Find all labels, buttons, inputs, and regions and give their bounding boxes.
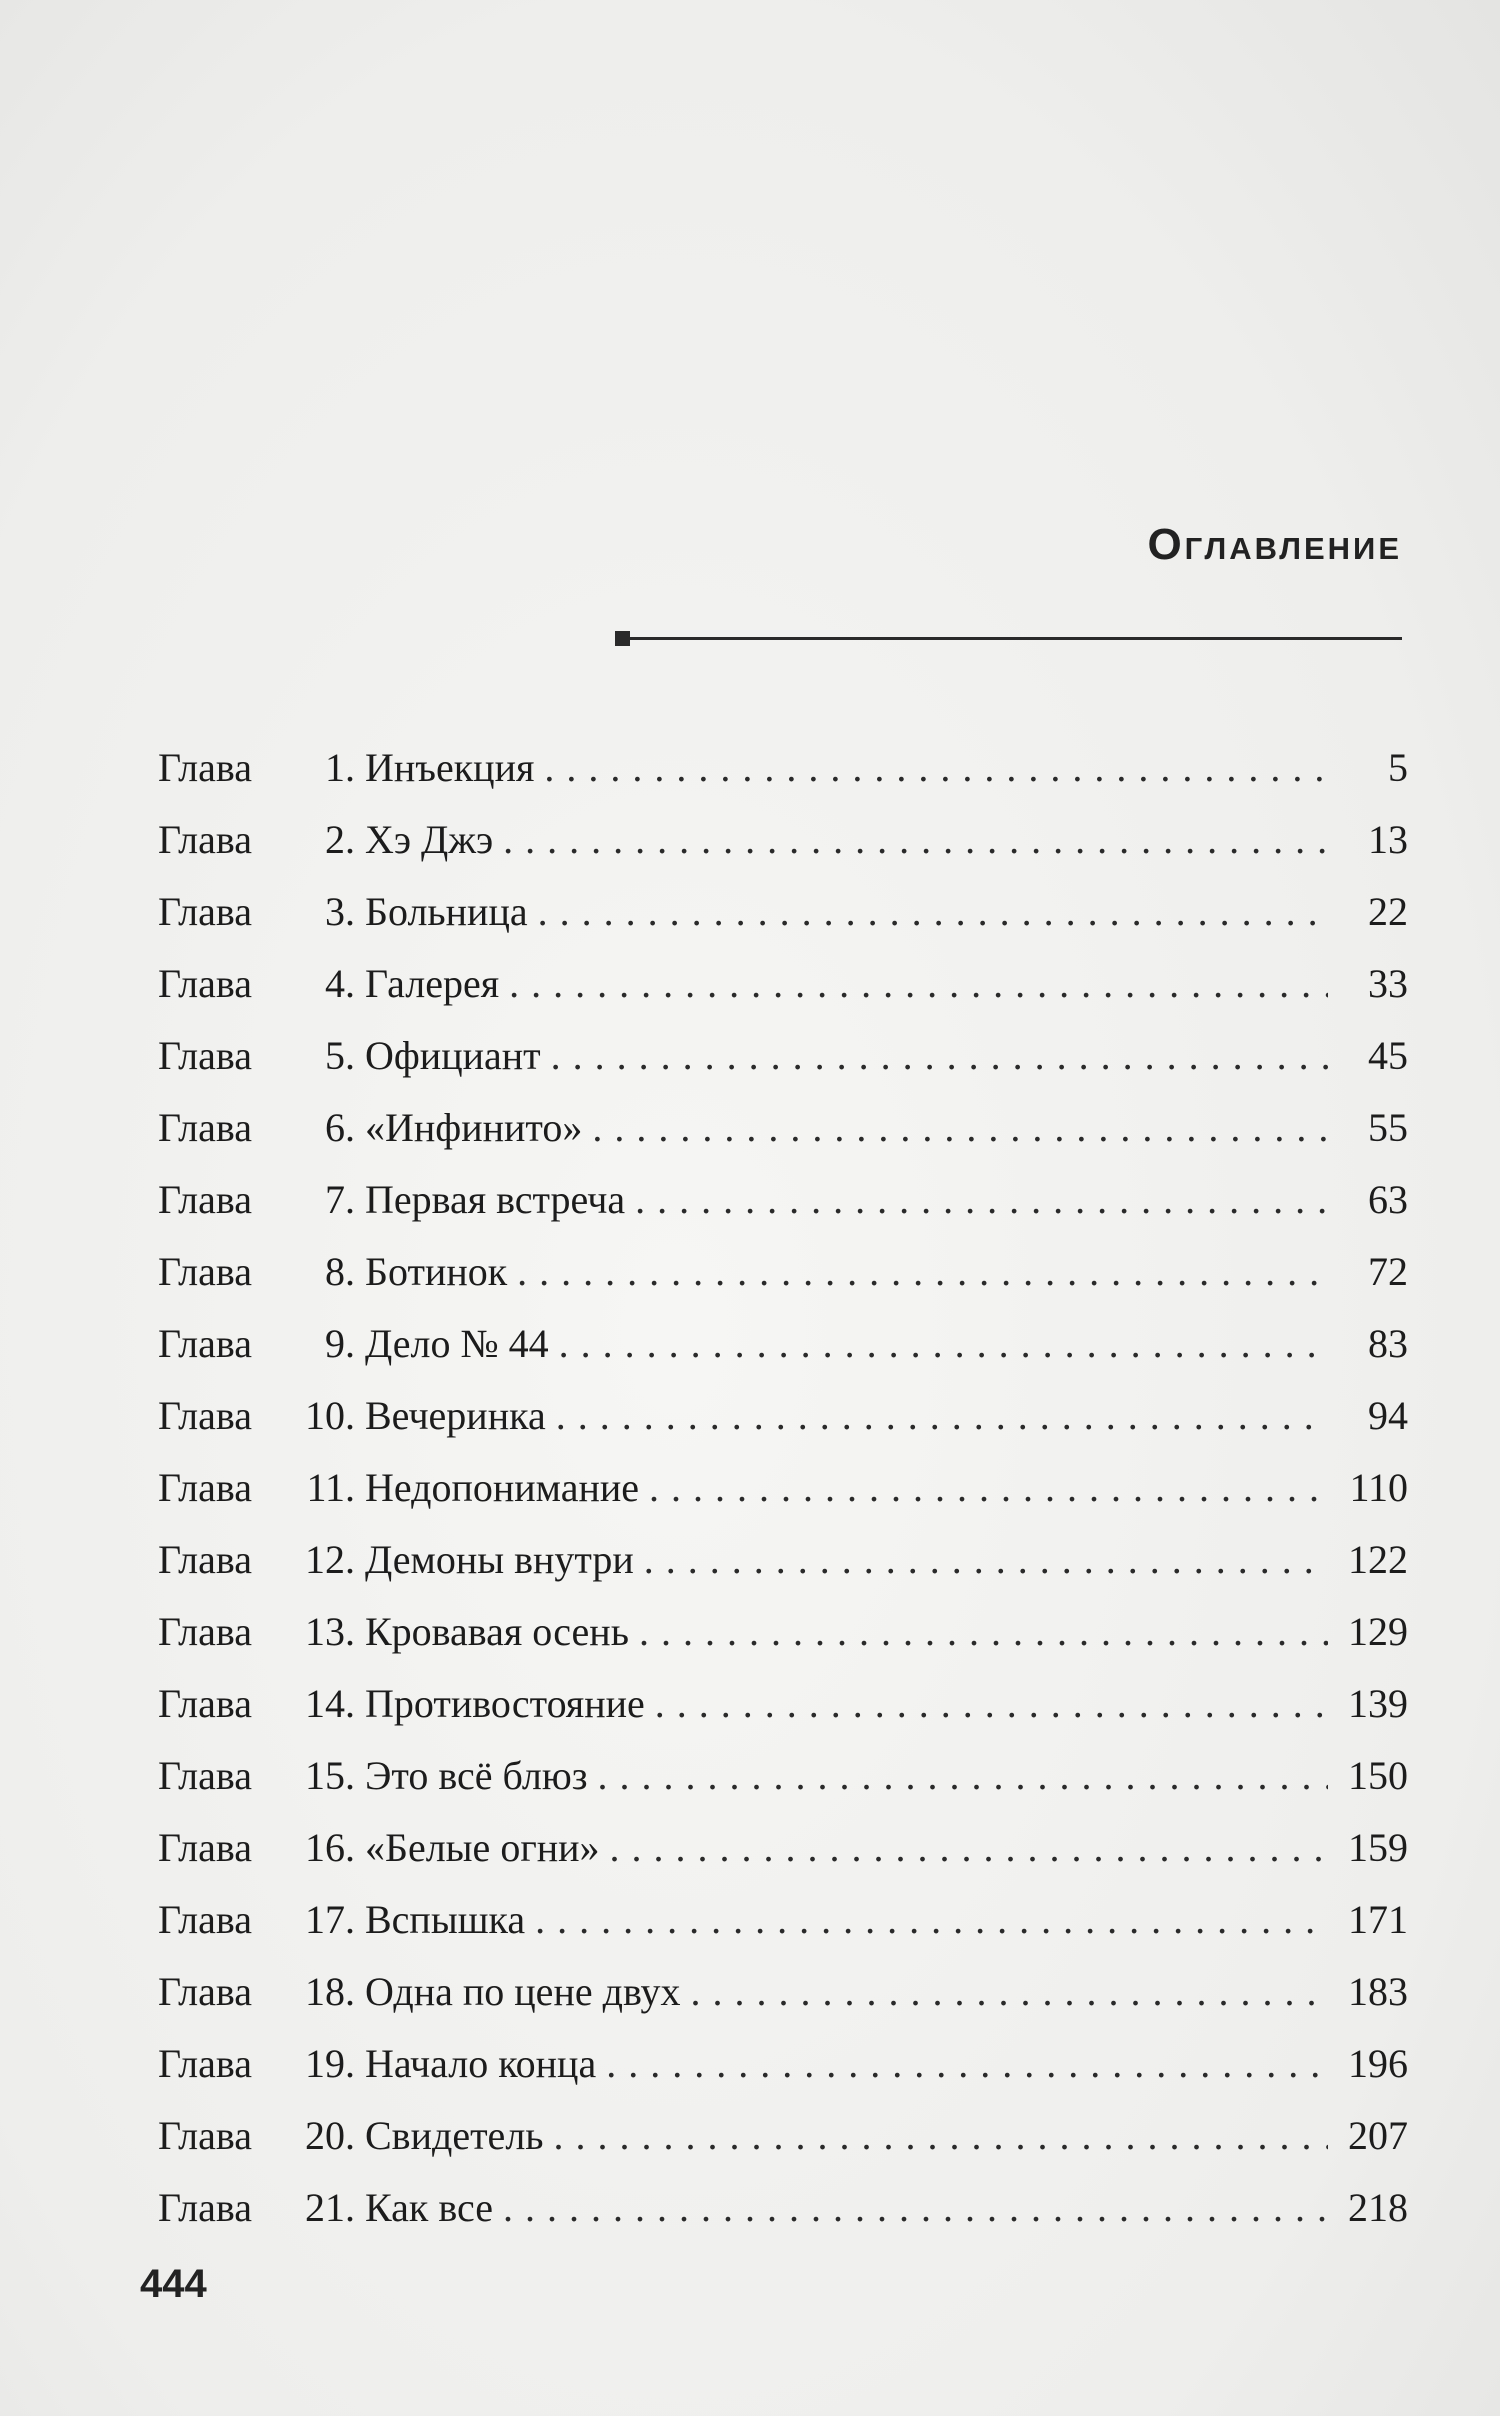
- chapter-page-number: 218: [1348, 2185, 1408, 2230]
- chapter-page-number: 159: [1348, 1825, 1408, 1870]
- chapter-number: 4.: [325, 961, 355, 1006]
- chapter-word: Глава: [158, 1033, 252, 1078]
- dot-leader: [538, 876, 1328, 948]
- toc-entry: [158, 1596, 1408, 1668]
- chapter-title: Инъекция: [365, 745, 535, 790]
- toc-entry: [158, 1308, 1408, 1380]
- chapter-word: Глава: [158, 1465, 252, 1510]
- toc-entry: [158, 1884, 1408, 1956]
- chapter-number: 16.: [305, 1825, 355, 1870]
- toc-entry: [158, 1524, 1408, 1596]
- chapter-word: Глава: [158, 1969, 252, 2014]
- chapter-title: Больница: [365, 889, 528, 934]
- dot-leader: [606, 2028, 1328, 2100]
- page-title: Оглавление: [1147, 520, 1402, 569]
- toc-entry: [158, 1092, 1408, 1164]
- chapter-page-number: 5: [1388, 745, 1408, 790]
- chapter-number: 17.: [305, 1897, 355, 1942]
- chapter-page-number: 122: [1348, 1537, 1408, 1582]
- dot-leader: [635, 1164, 1328, 1236]
- dot-leader: [503, 804, 1328, 876]
- chapter-word: Глава: [158, 1177, 252, 1222]
- chapter-number: 18.: [305, 1969, 355, 2014]
- dot-leader: [649, 1452, 1328, 1524]
- dot-leader: [644, 1524, 1328, 1596]
- chapter-page-number: 150: [1348, 1753, 1408, 1798]
- chapter-page-number: 72: [1368, 1249, 1408, 1294]
- toc-entry: [158, 2100, 1408, 2172]
- chapter-page-number: 45: [1368, 1033, 1408, 1078]
- toc-entry: [158, 1452, 1408, 1524]
- title-divider: [615, 631, 1402, 645]
- chapter-page-number: 94: [1368, 1393, 1408, 1438]
- dot-leader: [639, 1596, 1328, 1668]
- chapter-word: Глава: [158, 1753, 252, 1798]
- chapter-word: Глава: [158, 1897, 252, 1942]
- chapter-title: Это всё блюз: [365, 1753, 588, 1798]
- chapter-number: 7.: [325, 1177, 355, 1222]
- chapter-word: Глава: [158, 745, 252, 790]
- chapter-word: Глава: [158, 2185, 252, 2230]
- chapter-number: 3.: [325, 889, 355, 934]
- dot-leader: [535, 1884, 1328, 1956]
- chapter-word: Глава: [158, 1393, 252, 1438]
- chapter-number: 9.: [325, 1321, 355, 1366]
- chapter-title: Демоны внутри: [365, 1537, 634, 1582]
- chapter-page-number: 196: [1348, 2041, 1408, 2086]
- chapter-word: Глава: [158, 817, 252, 862]
- chapter-number: 1.: [325, 745, 355, 790]
- chapter-number: 13.: [305, 1609, 355, 1654]
- chapter-title: «Инфинито»: [365, 1105, 583, 1150]
- chapter-title: Как все: [365, 2185, 493, 2230]
- dot-leader: [592, 1092, 1328, 1164]
- toc-entry: [158, 804, 1408, 876]
- chapter-page-number: 207: [1348, 2113, 1408, 2158]
- dot-leader: [610, 1812, 1328, 1884]
- dot-leader: [509, 948, 1328, 1020]
- toc-entry: [158, 1668, 1408, 1740]
- chapter-page-number: 110: [1349, 1465, 1408, 1510]
- dot-leader: [503, 2172, 1328, 2244]
- chapter-number: 20.: [305, 2113, 355, 2158]
- chapter-number: 21.: [305, 2185, 355, 2230]
- chapter-page-number: 83: [1368, 1321, 1408, 1366]
- chapter-page-number: 33: [1368, 961, 1408, 1006]
- chapter-word: Глава: [158, 1681, 252, 1726]
- chapter-title: Галерея: [365, 961, 500, 1006]
- chapter-title: Хэ Джэ: [365, 817, 494, 862]
- toc-entry: [158, 948, 1408, 1020]
- dot-leader: [598, 1740, 1328, 1812]
- toc-entry: [158, 1164, 1408, 1236]
- toc-entry: [158, 1812, 1408, 1884]
- page-number: 444: [140, 2262, 207, 2306]
- chapter-number: 6.: [325, 1105, 355, 1150]
- chapter-number: 14.: [305, 1681, 355, 1726]
- chapter-word: Глава: [158, 1321, 252, 1366]
- chapter-title: Недопонимание: [365, 1465, 640, 1510]
- toc-entry: [158, 1236, 1408, 1308]
- divider-line: [630, 637, 1402, 640]
- chapter-title: «Белые огни»: [365, 1825, 600, 1870]
- chapter-title: Ботинок: [365, 1249, 508, 1294]
- chapter-word: Глава: [158, 1537, 252, 1582]
- chapter-number: 15.: [305, 1753, 355, 1798]
- toc-entry: [158, 876, 1408, 948]
- toc-entry: [158, 732, 1408, 804]
- dot-leader: [517, 1236, 1328, 1308]
- toc-entry: [158, 1020, 1408, 1092]
- chapter-number: 10.: [305, 1393, 355, 1438]
- chapter-title: Вечеринка: [365, 1393, 546, 1438]
- dot-leader: [690, 1956, 1328, 2028]
- chapter-word: Глава: [158, 889, 252, 934]
- chapter-title: Свидетель: [365, 2113, 544, 2158]
- toc-entry: [158, 1956, 1408, 2028]
- toc-entry: [158, 2028, 1408, 2100]
- toc-entry: [158, 2172, 1408, 2244]
- chapter-word: Глава: [158, 961, 252, 1006]
- chapter-number: 8.: [325, 1249, 355, 1294]
- chapter-page-number: 129: [1348, 1609, 1408, 1654]
- chapter-word: Глава: [158, 1825, 252, 1870]
- chapter-page-number: 183: [1348, 1969, 1408, 2014]
- toc-entry: [158, 1740, 1408, 1812]
- chapter-number: 11.: [306, 1465, 355, 1510]
- chapter-word: Глава: [158, 1105, 252, 1150]
- chapter-page-number: 13: [1368, 817, 1408, 862]
- chapter-number: 2.: [325, 817, 355, 862]
- chapter-word: Глава: [158, 1249, 252, 1294]
- chapter-page-number: 171: [1348, 1897, 1408, 1942]
- chapter-number: 5.: [325, 1033, 355, 1078]
- chapter-title: Кровавая осень: [365, 1609, 629, 1654]
- chapter-word: Глава: [158, 1609, 252, 1654]
- divider-square: [615, 631, 630, 646]
- toc-entry: [158, 1380, 1408, 1452]
- chapter-page-number: 63: [1368, 1177, 1408, 1222]
- dot-leader: [655, 1668, 1328, 1740]
- chapter-title: Официант: [365, 1033, 541, 1078]
- dot-leader: [544, 732, 1328, 804]
- dot-leader: [551, 1020, 1328, 1092]
- chapter-page-number: 55: [1368, 1105, 1408, 1150]
- chapter-word: Глава: [158, 2113, 252, 2158]
- chapter-title: Противостояние: [365, 1681, 645, 1726]
- chapter-title: Одна по цене двух: [365, 1969, 681, 2014]
- chapter-title: Вспышка: [365, 1897, 526, 1942]
- chapter-number: 12.: [305, 1537, 355, 1582]
- chapter-title: Первая встреча: [365, 1177, 626, 1222]
- dot-leader: [559, 1308, 1328, 1380]
- chapter-page-number: 22: [1368, 889, 1408, 934]
- chapter-title: Начало конца: [365, 2041, 597, 2086]
- chapter-title: Дело № 44: [365, 1321, 549, 1366]
- chapter-word: Глава: [158, 2041, 252, 2086]
- table-of-contents: [158, 732, 1408, 2244]
- dot-leader: [556, 1380, 1328, 1452]
- chapter-page-number: 139: [1348, 1681, 1408, 1726]
- chapter-number: 19.: [305, 2041, 355, 2086]
- dot-leader: [554, 2100, 1328, 2172]
